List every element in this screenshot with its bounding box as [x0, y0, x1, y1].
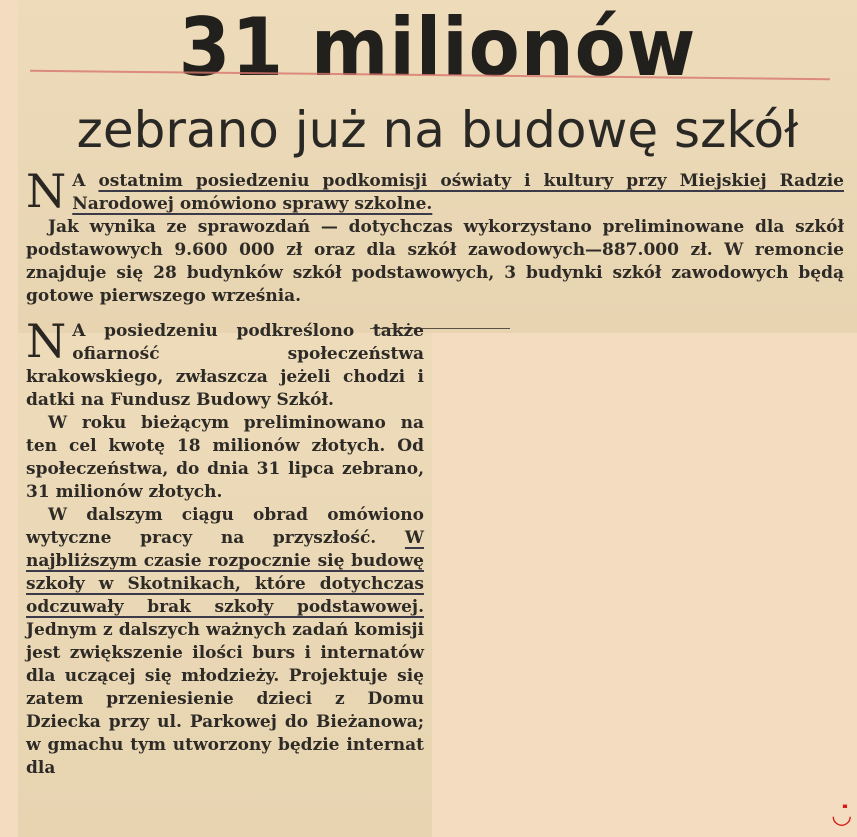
paragraph-2-start: A posiedzeniu podkreślono także ofiarność społeczeństwa krakowskiego, zwłaszcza jeżeli chodzi i datki na Fundusz Budowy Szkół.: [26, 321, 424, 410]
smile-logo-icon: ◡̇: [832, 801, 851, 829]
subheadline: zebrano już na budowę szkół: [76, 101, 799, 159]
drop-cap: N: [26, 314, 67, 368]
paragraph-2-funding: W roku bieżącym preliminowano na ten cel kwotę 18 milionów złotych. Od społeczeństwa, do dnia 31 lipca zebrano, 31 milionów złotych.: [26, 413, 424, 502]
paragraph-2-end: Jednym z dalszych ważnych zadań komisji jest zwiększenie ilości burs i internatów dla uczącej się młodzieży. Projektuje się zatem przeniesienie dzieci z Domu Dziecka przy ul. Parkowej do Bieżanowa; w gmachu tym utworzony będzie internat dla: [26, 620, 424, 778]
paragraph-1-start: A: [72, 171, 99, 191]
paragraph-2: [26, 314, 424, 780]
paragraph-1-body: Jak wynika ze sprawozdań — dotychczas wykorzystano preliminowane dla szkół podstawowych 9.600 000 zł oraz dla szkół zawodowych—887.000 zł. W remoncie znajduje się 28 budynków szkół podstawowych, 3 budynki szkół zawodowych będą gotowe pierwszego września.: [26, 217, 844, 306]
headline: 31 milionów: [178, 2, 697, 94]
drop-cap: N: [26, 164, 67, 218]
paragraph-1: [26, 164, 844, 308]
paragraph-2-underlined: W najbliższym czasie rozpocznie się budowę szkoły w Skotnikach, które dotychczas odczuwały brak szkoły podstawowej.: [26, 528, 424, 617]
paragraph-1-underlined: ostatnim posiedzeniu podkomisji oświaty i kultury przy Miejskiej Radzie Narodowej omówiono sprawy szkolne.: [72, 171, 844, 214]
paragraph-2-agenda: W dalszym ciągu obrad omówiono wytyczne pracy na przyszłość.: [26, 505, 424, 548]
